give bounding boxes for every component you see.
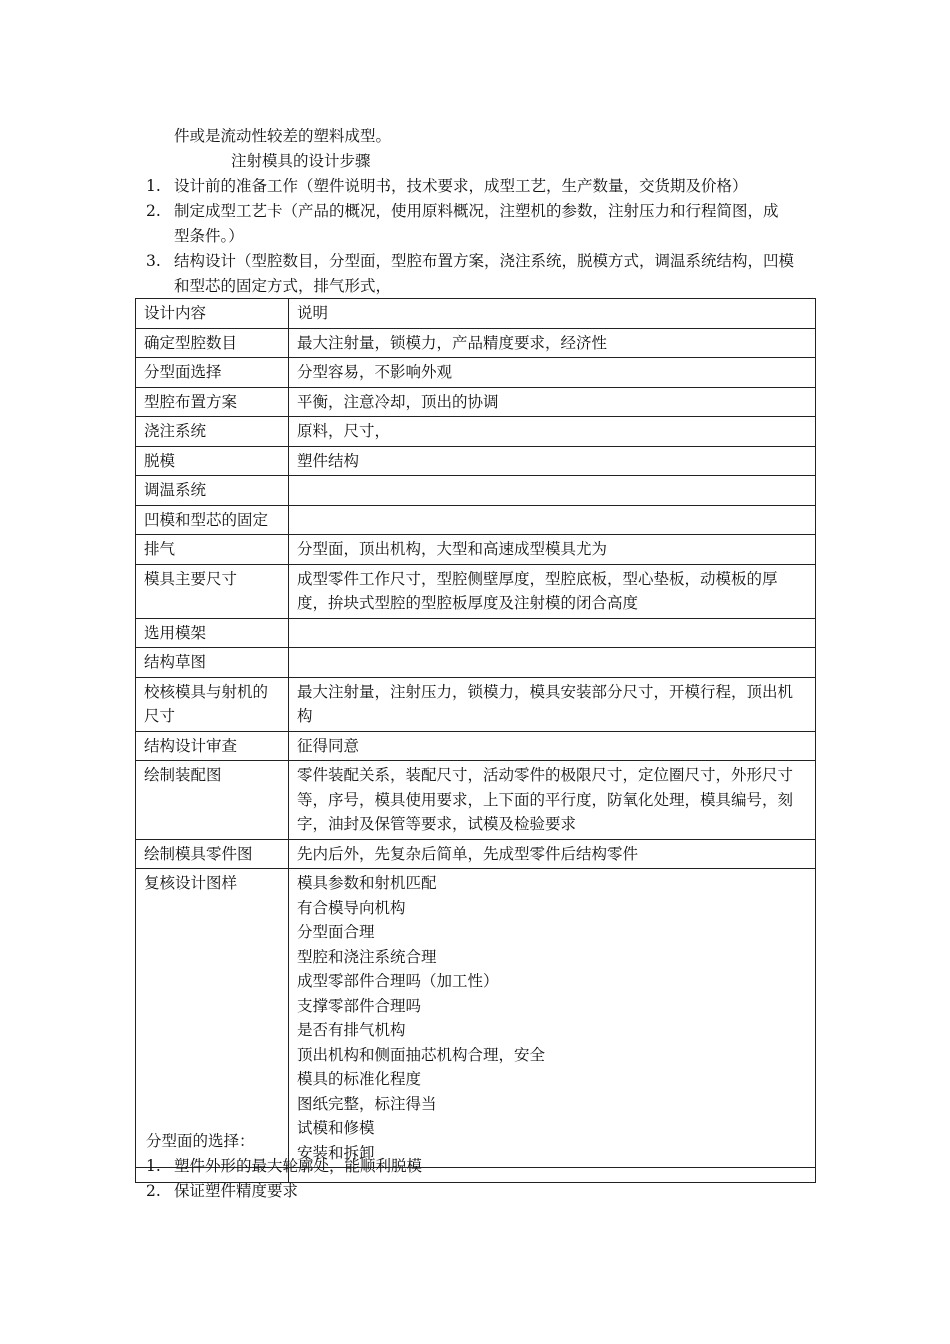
- header-cell-description: 说明: [289, 299, 816, 329]
- review-checklist: [289, 869, 816, 1168]
- row-description: 征得同意: [289, 731, 816, 761]
- checklist-item: 顶出机构和侧面抽芯机构合理，安全: [297, 1045, 546, 1064]
- table-row: [136, 564, 816, 618]
- bottom-item-2: [146, 1181, 298, 1201]
- row-description: 平衡，注意冷却，顶出的协调: [289, 387, 816, 417]
- checklist-item: 安装和拆卸: [297, 1143, 375, 1162]
- checklist-item: 型腔和浇注系统合理: [297, 947, 437, 966]
- step-1: [146, 176, 748, 196]
- row-description: 分型容易，不影响外观: [289, 358, 816, 388]
- table-row: [136, 648, 816, 678]
- row-description: [289, 476, 816, 506]
- table-row: [136, 839, 816, 869]
- row-description: 分型面，顶出机构，大型和高速成型模具尤为: [289, 535, 816, 565]
- header-cell-content: 设计内容: [136, 299, 289, 329]
- table-row: [136, 358, 816, 388]
- row-label: 结构草图: [136, 648, 289, 678]
- item-text: 塑件外形的最大轮廓处，能顺利脱模: [174, 1157, 423, 1175]
- step-2-continued: 型条件。）: [174, 227, 244, 245]
- step-3-continued: 和型芯的固定方式，排气形式，: [174, 277, 392, 295]
- row-label: 分型面选择: [136, 358, 289, 388]
- row-description: 零件装配关系，装配尺寸，活动零件的极限尺寸，定位圈尺寸，外形尺寸等，序号，模具使用要求，上下面的平行度，防氧化处理，模具编号，刻字，油封及保管等要求，试模及检验要求: [289, 761, 816, 840]
- checklist-item: 模具的标准化程度: [297, 1070, 422, 1088]
- table-row: [136, 446, 816, 476]
- row-label: 校核模具与射机的尺寸: [136, 677, 289, 731]
- row-label: 排气: [136, 535, 289, 565]
- row-description: 成型零件工作尺寸，型腔侧壁厚度，型腔底板，型心垫板，动模板的厚度，拚块式型腔的型腔板厚度及注射模的闭合高度: [289, 564, 816, 618]
- step-text: 制定成型工艺卡（产品的概况，使用原料概况，注塑机的参数，注射压力和行程简图，成: [174, 202, 779, 220]
- checklist-item: 有合模导向机构: [297, 898, 406, 917]
- row-description: 原料，尺寸，: [289, 417, 816, 447]
- table-row: [136, 677, 816, 731]
- checklist-item: 分型面合理: [297, 923, 375, 941]
- row-description: [289, 618, 816, 648]
- table-row: [136, 761, 816, 840]
- bottom-item-1: [146, 1156, 422, 1176]
- row-description: 先内后外，先复杂后简单，先成型零件后结构零件: [289, 839, 816, 869]
- step-number: 2.: [146, 202, 161, 220]
- step-text: 设计前的准备工作（塑件说明书，技术要求，成型工艺，生产数量，交货期及价格）: [174, 177, 748, 195]
- table-row: [136, 476, 816, 506]
- checklist-item: 试模和修模: [297, 1119, 375, 1137]
- row-label: 复核设计图样: [136, 869, 289, 1168]
- row-label: 凹模和型芯的固定: [136, 505, 289, 535]
- row-label: 确定型腔数目: [136, 328, 289, 358]
- row-label: 调温系统: [136, 476, 289, 506]
- table-row: [136, 387, 816, 417]
- step-number: 1.: [146, 177, 161, 195]
- table-row: [136, 328, 816, 358]
- step-3: [146, 251, 794, 271]
- design-steps-table: [135, 298, 816, 1183]
- table-row: [136, 417, 816, 447]
- table-row: [136, 505, 816, 535]
- checklist-item: 成型零部件合理吗（加工性）: [297, 972, 499, 990]
- table-header-row: [136, 299, 816, 329]
- row-description: 最大注射量，注射压力，锁模力，模具安装部分尺寸，开模行程，顶出机构: [289, 677, 816, 731]
- row-label: 脱模: [136, 446, 289, 476]
- table-row: [136, 618, 816, 648]
- section-heading: 注射模具的设计步骤: [231, 152, 371, 170]
- parting-surface-heading: 分型面的选择：: [146, 1132, 255, 1150]
- row-label: 型腔布置方案: [136, 387, 289, 417]
- item-number: 1.: [146, 1157, 161, 1175]
- checklist-item: 模具参数和射机匹配: [297, 874, 437, 892]
- step-number: 3.: [146, 252, 161, 270]
- row-description: [289, 505, 816, 535]
- row-label: 绘制装配图: [136, 761, 289, 840]
- row-description: 最大注射量，锁模力，产品精度要求，经济性: [289, 328, 816, 358]
- row-label: 结构设计审查: [136, 731, 289, 761]
- table-row: [136, 731, 816, 761]
- row-description: [289, 648, 816, 678]
- step-text: 结构设计（型腔数目，分型面，型腔布置方案，浇注系统，脱模方式，调温系统结构，凹模: [174, 252, 795, 270]
- step-2: [146, 201, 779, 221]
- continuation-text: 件或是流动性较差的塑料成型。: [174, 127, 392, 145]
- row-description: 塑件结构: [289, 446, 816, 476]
- checklist-item: 是否有排气机构: [297, 1021, 406, 1039]
- item-number: 2.: [146, 1182, 161, 1200]
- row-label: 绘制模具零件图: [136, 839, 289, 869]
- row-label: 浇注系统: [136, 417, 289, 447]
- item-text: 保证塑件精度要求: [174, 1182, 299, 1200]
- row-label: 选用模架: [136, 618, 289, 648]
- row-label: 模具主要尺寸: [136, 564, 289, 618]
- checklist-item: 图纸完整，标注得当: [297, 1094, 437, 1113]
- table-row: [136, 535, 816, 565]
- checklist-item: 支撑零部件合理吗: [297, 996, 422, 1015]
- table-row-review: [136, 869, 816, 1168]
